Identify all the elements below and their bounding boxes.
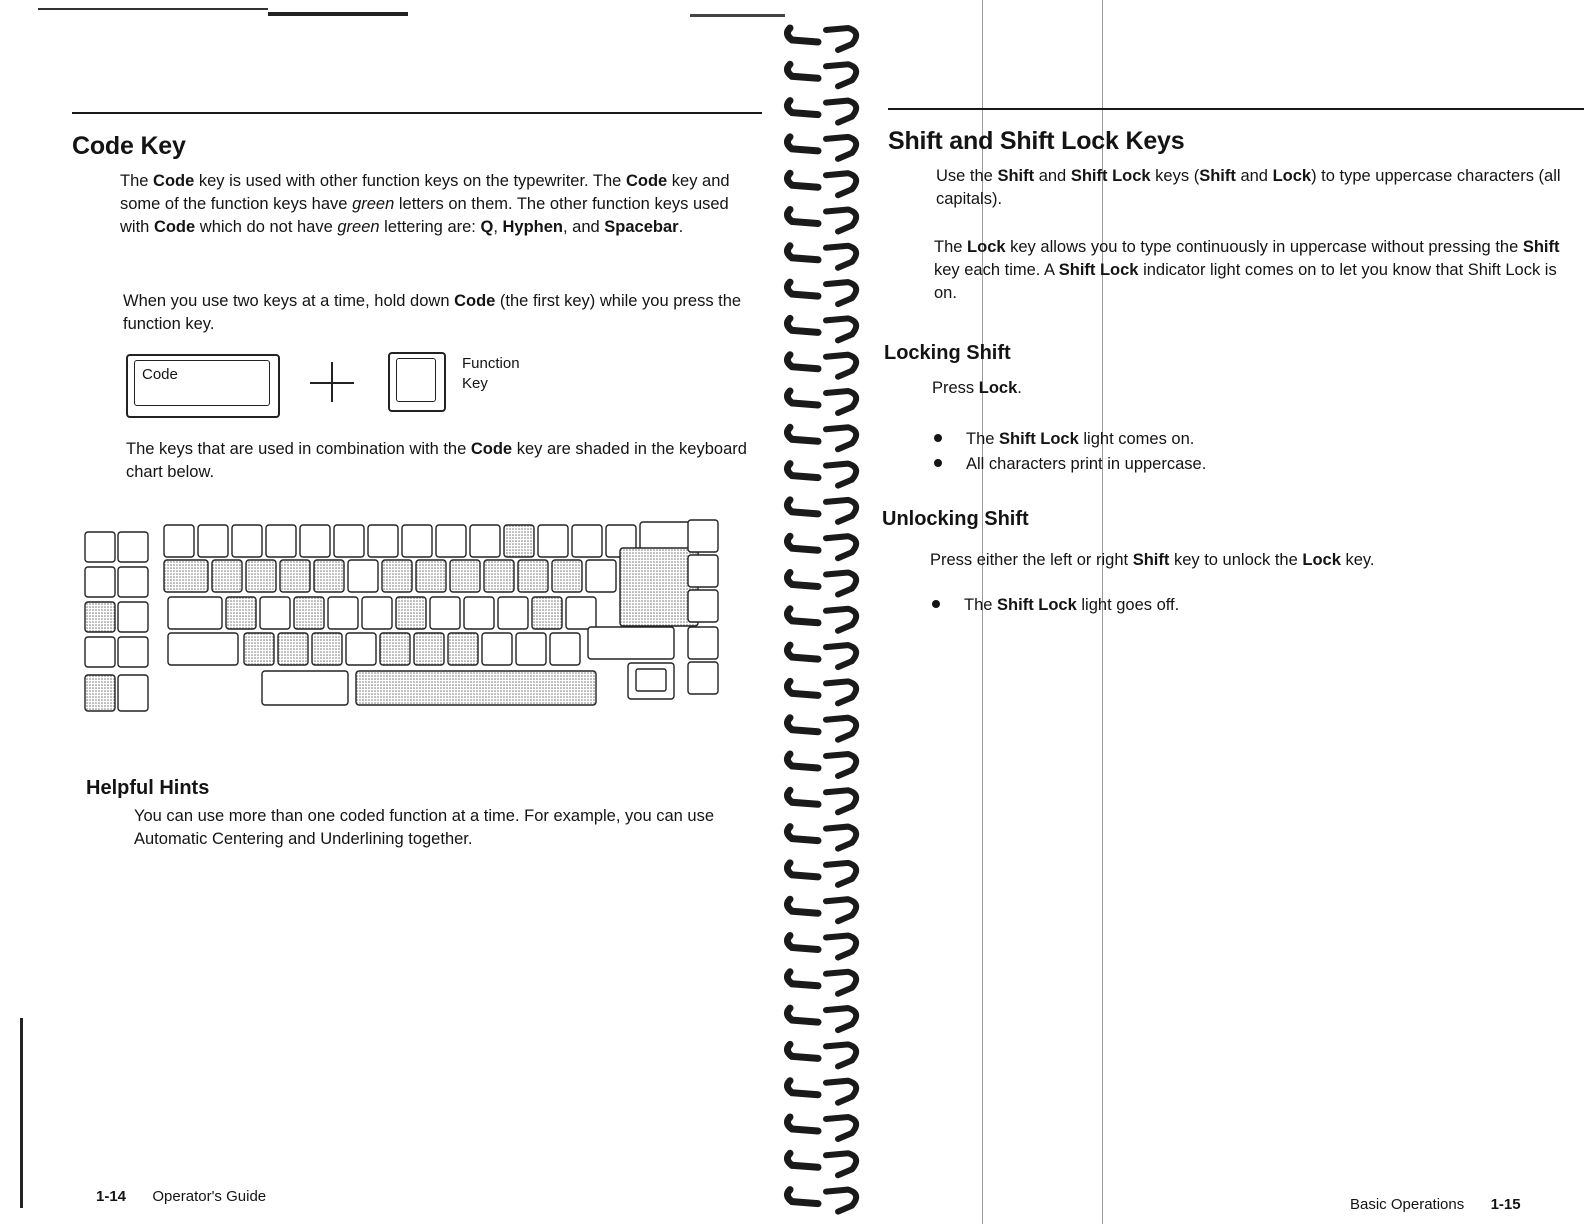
spiral-coil	[787, 1153, 856, 1175]
spiral-coil	[787, 1117, 856, 1139]
spiral-coil	[787, 645, 856, 667]
unlocking-shift-bullet-1: The Shift Lock light goes off.	[932, 594, 1179, 617]
spiral-coil	[787, 972, 856, 994]
key-combination-diagram	[120, 350, 580, 422]
spiral-coil	[787, 1008, 856, 1030]
left-footer-title: Operator's Guide	[152, 1188, 267, 1205]
left-key-cluster	[85, 532, 148, 711]
code-key-paragraph-1: The Code key is used with other function keys on the typewriter. The Code key and some of the function keys have green letters on them. The other function keys used with Code which do not have green lettering are: Q, Hyphen, and Spacebar.	[120, 172, 730, 236]
left-page-number: 1-14	[96, 1188, 127, 1205]
spiral-coil	[787, 536, 856, 558]
keyboard-row-5	[262, 663, 674, 705]
spiral-coil	[787, 173, 856, 195]
spiral-coil	[787, 718, 856, 740]
spiral-coil	[787, 1081, 856, 1103]
spiral-coil	[787, 391, 856, 413]
spiral-coil	[787, 318, 856, 340]
helpful-hints-title: Helpful Hints	[86, 777, 210, 799]
right-top-rule	[888, 108, 1584, 110]
right-footer-section: Basic Operations	[1350, 1196, 1465, 1213]
spiral-coil	[787, 64, 856, 86]
spiral-coil	[787, 790, 856, 812]
spiral-coil	[787, 210, 856, 232]
spiral-coil	[787, 246, 856, 268]
spiral-coil	[787, 101, 856, 123]
spiral-coil	[787, 609, 856, 631]
scan-artifact-top-2	[268, 12, 408, 16]
shift-keys-paragraph-2: The Lock key allows you to type continuously in uppercase without pressing the Shift key each time. A Shift Lock indicator light comes on to let you know that Shift Lock is on.	[934, 238, 1560, 302]
locking-shift-instruction: Press Lock.	[932, 379, 1022, 397]
right-footer	[1350, 1196, 1521, 1213]
scan-artifact-top-3	[690, 14, 785, 17]
locking-shift-title: Locking Shift	[884, 342, 1011, 364]
spiral-coil	[787, 137, 856, 159]
keyboard-row-4	[168, 627, 674, 665]
spiral-coil	[787, 754, 856, 776]
spiral-coil	[787, 355, 856, 377]
spiral-coil	[787, 899, 856, 921]
function-keycap	[388, 352, 446, 412]
code-keycap-label: Code	[142, 366, 178, 383]
spiral-coil	[787, 863, 856, 885]
shift-keys-paragraph-1: Use the Shift and Shift Lock keys (Shift and Lock) to type uppercase characters (all capitals).	[936, 167, 1561, 208]
spiral-coil	[787, 681, 856, 703]
spiral-coil	[787, 464, 856, 486]
left-margin-bar	[20, 1018, 23, 1208]
code-key-paragraph-3: The keys that are used in combination with the Code key are shaded in the keyboard chart below.	[126, 440, 747, 481]
keyboard-row-1	[164, 522, 698, 557]
locking-shift-bullet-1: The Shift Lock light comes on.	[934, 428, 1194, 451]
spiral-coil	[787, 28, 856, 50]
spiral-coil	[787, 282, 856, 304]
spiral-coil	[787, 427, 856, 449]
left-page	[0, 0, 780, 1224]
keyboard-row-3	[168, 597, 596, 629]
spiral-coil	[787, 573, 856, 595]
left-footer	[96, 1188, 266, 1205]
spiral-coil	[787, 827, 856, 849]
spiral-coil	[787, 936, 856, 958]
right-page	[872, 0, 1584, 1224]
top-rule	[72, 112, 762, 114]
spiral-coil	[787, 1044, 856, 1066]
code-key-paragraph-2: When you use two keys at a time, hold down Code (the first key) while you press the function key.	[123, 292, 742, 333]
unlocking-shift-instruction: Press either the left or right Shift key to unlock the Lock key.	[930, 551, 1375, 569]
right-key-cluster	[688, 520, 718, 694]
keyboard-chart	[80, 510, 730, 720]
scan-artifact-top	[38, 8, 268, 10]
spiral-binding	[782, 12, 872, 1217]
right-page-number: 1-15	[1490, 1196, 1521, 1213]
shift-keys-title: Shift and Shift Lock Keys	[888, 127, 1185, 155]
code-keycap	[126, 354, 280, 418]
spiral-coil	[787, 500, 856, 522]
plus-sign-vertical	[331, 362, 333, 402]
spiral-coil	[787, 1190, 856, 1212]
locking-shift-bullet-2: All characters print in uppercase.	[934, 453, 1206, 476]
function-key-label: Function Key	[462, 355, 520, 392]
helpful-hints-text: You can use more than one coded function at a time. For example, you can use Automatic Centering and Underlining together.	[134, 807, 714, 848]
section-title: Code Key	[72, 132, 186, 160]
unlocking-shift-title: Unlocking Shift	[882, 508, 1029, 530]
